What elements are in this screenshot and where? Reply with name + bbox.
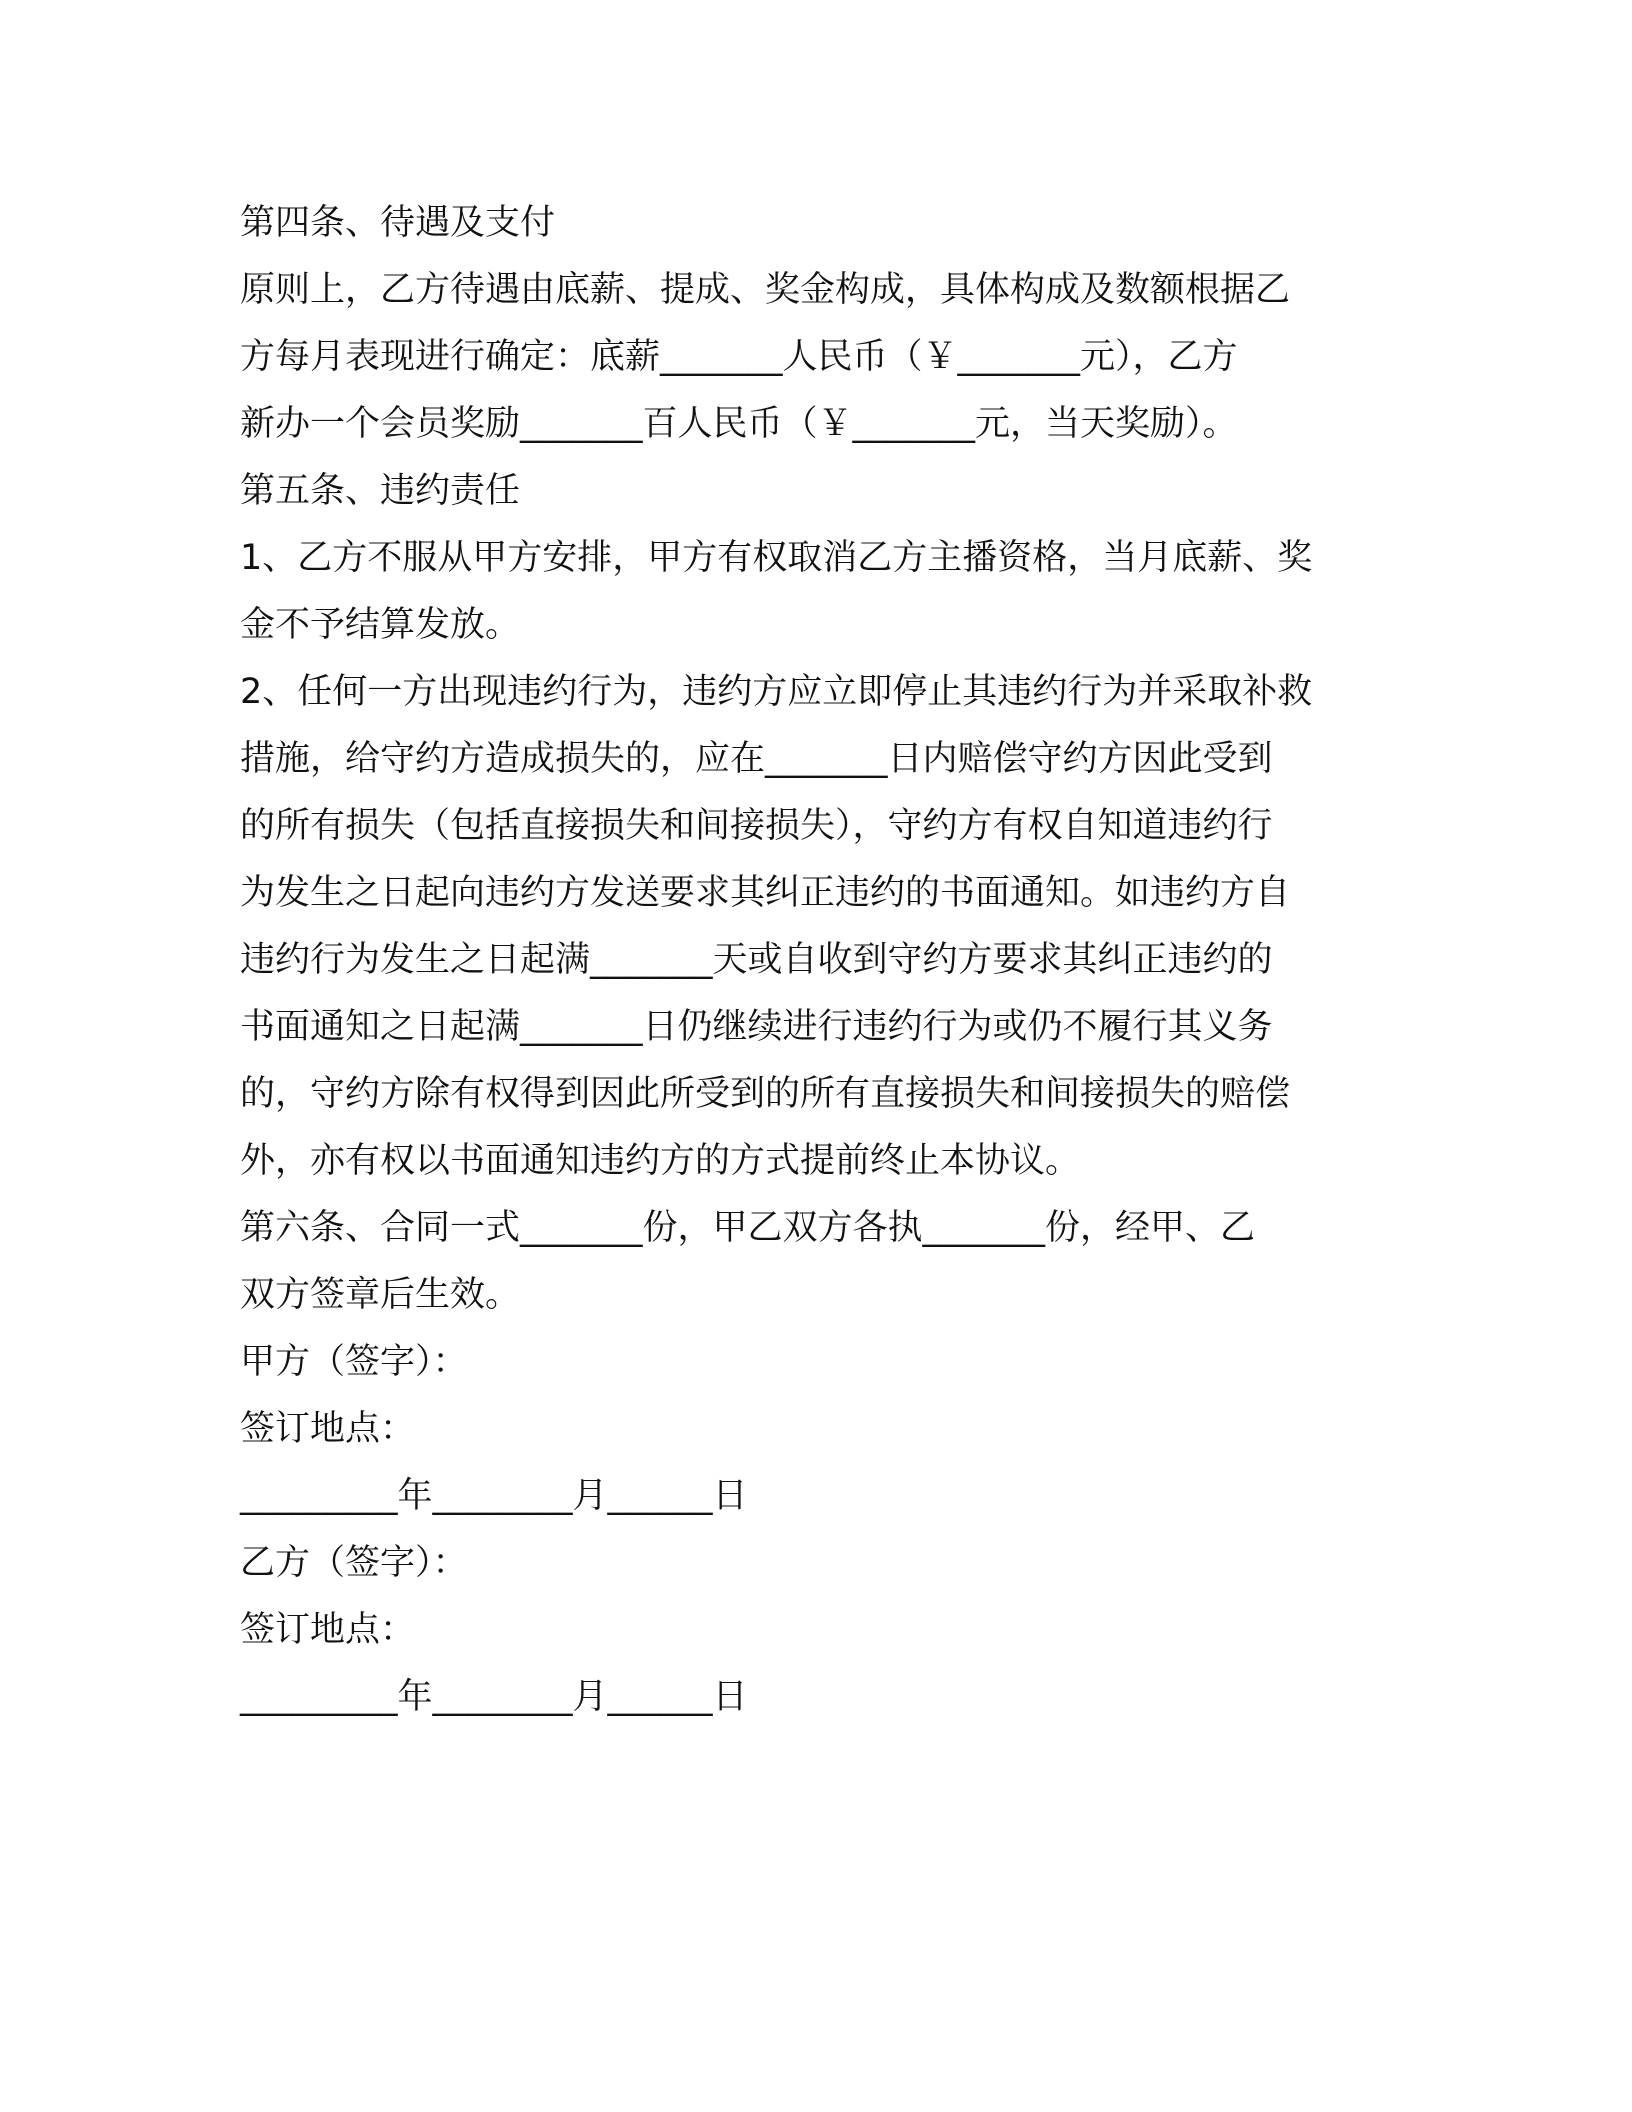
article-5-item-2-line-4: 为发生之日起向违约方发送要求其纠正违约的书面通知。如违约方自 [240, 873, 1291, 913]
article-5-item-1-line-2: 金不予结算发放。 [240, 605, 521, 645]
article-4-text-line-3: 新办一个会员奖励_______百人民币（￥_______元，当天奖励）。 [240, 404, 1238, 444]
party-b-signature: 乙方（签字）： [240, 1543, 468, 1583]
party-b-date: _________年________月______日 [240, 1677, 748, 1717]
party-a-signing-place: 签订地点： [240, 1409, 416, 1449]
article-4-text-line-2: 方每月表现进行确定：底薪_______人民币（￥_______元），乙方 [240, 337, 1238, 377]
article-5-item-2-line-8: 外，亦有权以书面通知违约方的方式提前终止本协议。 [240, 1141, 1081, 1181]
article-5-heading: 第五条、违约责任 [240, 471, 521, 511]
article-5-item-2-line-2: 措施，给守约方造成损失的，应在_______日内赔偿守约方因此受到 [240, 739, 1273, 779]
article-4-text-line-1: 原则上，乙方待遇由底薪、提成、奖金构成，具体构成及数额根据乙 [240, 270, 1291, 310]
article-5-item-2-line-5: 违约行为发生之日起满_______天或自收到守约方要求其纠正违约的 [240, 940, 1273, 980]
party-b-signing-place: 签订地点： [240, 1610, 416, 1650]
article-5-item-2-line-6: 书面通知之日起满_______日仍继续进行违约行为或仍不履行其义务 [240, 1007, 1273, 1047]
article-5-item-1-line-1: 1、乙方不服从甲方安排，甲方有权取消乙方主播资格，当月底薪、奖 [240, 538, 1313, 578]
article-4-heading: 第四条、待遇及支付 [240, 203, 556, 243]
party-a-signature: 甲方（签字）： [240, 1342, 468, 1382]
party-a-date: _________年________月______日 [240, 1476, 748, 1516]
contract-page [240, 190, 1380, 1731]
article-5-item-2-line-3: 的所有损失（包括直接损失和间接损失），守约方有权自知道违约行 [240, 806, 1273, 846]
article-5-item-2-line-1: 2、任何一方出现违约行为，违约方应立即停止其违约行为并采取补救 [240, 672, 1313, 712]
article-5-item-2-line-7: 的，守约方除有权得到因此所受到的所有直接损失和间接损失的赔偿 [240, 1074, 1291, 1114]
article-6-line-2: 双方签章后生效。 [240, 1275, 521, 1315]
article-6-line-1: 第六条、合同一式_______份，甲乙双方各执_______份，经甲、乙 [240, 1208, 1256, 1248]
